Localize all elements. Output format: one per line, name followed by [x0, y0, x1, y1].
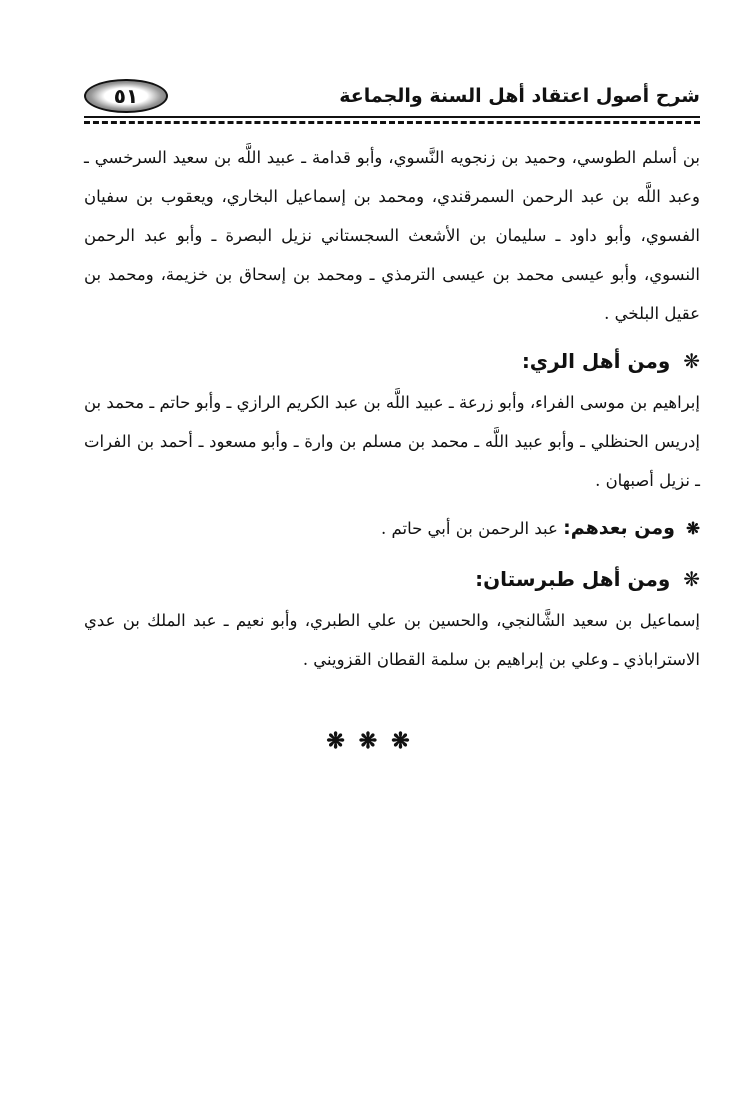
paragraph-tabaristan-list: إسماعيل بن سعيد الشَّالنجي، والحسين بن علي الطبري، وأبو نعيم ـ عبد الملك بن عدي الاستراباذي ـ وعلي بن إبراهيم بن سلمة القطان القزويني .	[84, 611, 700, 669]
page-content	[84, 138, 700, 679]
after-them-text: عبد الرحمن بن أبي حاتم .	[381, 519, 558, 538]
after-them-lead: ومن بعدهم:	[563, 517, 675, 539]
paragraph-after-them	[84, 506, 700, 551]
paragraph-rayy-list: إبراهيم بن موسى الفراء، وأبو زرعة ـ عبيد اللَّه بن عبد الكريم الرازي ـ وأبو حاتم ـ محمد بن إدريس الحنظلي ـ وأبو عبيد اللَّه ـ محمد بن مسلم بن وارة ـ وأبو مسعود ـ أحمد بن الفرات ـ نزيل أصبهان .	[84, 393, 700, 490]
page-number: ٥١	[113, 84, 139, 108]
running-header	[84, 74, 700, 118]
flower-bullet-icon: ❋	[686, 519, 700, 538]
flower-bullet-icon: ❋	[683, 349, 700, 373]
section-end-ornament: ❋❋❋	[326, 728, 424, 754]
header-divider-dashed	[84, 121, 700, 124]
header-divider	[84, 116, 700, 126]
page-number-badge	[84, 79, 168, 113]
section-heading-rayy	[84, 339, 700, 383]
header-divider-solid	[84, 116, 700, 118]
section-heading-tabaristan	[84, 557, 700, 601]
section-heading-text: ومن أهل طبرستان:	[475, 567, 671, 591]
section-heading-text: ومن أهل الري:	[521, 349, 671, 373]
book-title: شرح أصول اعتقاد أهل السنة والجماعة	[339, 85, 700, 107]
paragraph-khurasan-list: بن أسلم الطوسي، وحميد بن زنجويه النَّسوي، وأبو قدامة ـ عبيد اللَّه بن سعيد السرخسي ـ وعبد اللَّه بن عبد الرحمن السمرقندي، ومحمد بن إسماعيل البخاري، ويعقوب بن سفيان الفسوي، وأبو داود ـ سليمان بن الأشعث السجستاني نزيل البصرة ـ وأبو عبد الرحمن النسوي، وأبو عيسى محمد بن عيسى الترمذي ـ ومحمد بن إسحاق بن خزيمة، ومحمد بن عقيل البلخي .	[84, 148, 700, 323]
flower-bullet-icon: ❋	[683, 567, 700, 591]
